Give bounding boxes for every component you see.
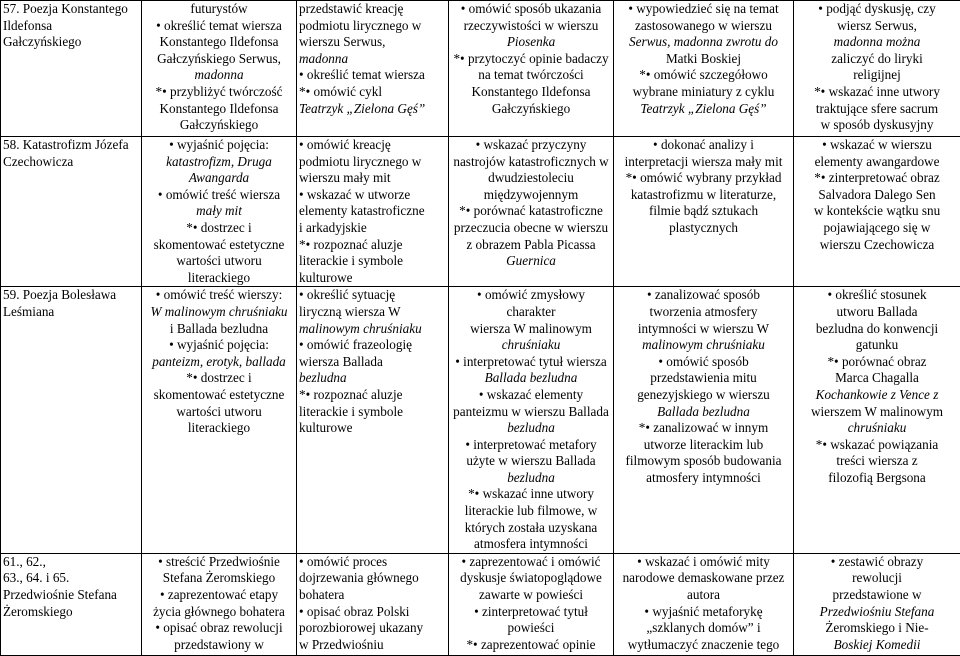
cell-line: filozofią Bergsona <box>796 470 958 487</box>
cell-line: *• wskazać inne utwory <box>451 486 611 503</box>
cell-line: zastosowanego w wierszu <box>616 18 791 35</box>
cell-line: katastrofizmu w literaturze, <box>616 187 791 204</box>
cell-line: przedstawienia mitu <box>616 370 791 387</box>
lesson-title-line: Leśmiana <box>3 304 139 321</box>
cell-line: atmosfera intymności <box>451 536 611 553</box>
cell-line: madonna <box>144 67 294 84</box>
cell-line: *• wskazać inne utwory <box>796 84 958 101</box>
cell-line: przedstawić kreację <box>299 1 446 18</box>
cell-line: wiersza W malinowym <box>451 321 611 338</box>
cell-line: • dokonać analizy i <box>616 137 791 154</box>
lesson-title-line: 57. Poezja Konstantego <box>3 1 139 18</box>
cell-line: madonna można <box>796 34 958 51</box>
cell-line: dyskusje światopoglądowe <box>451 570 611 587</box>
cell-line: • wskazać w wierszu <box>796 137 958 154</box>
cell-line: mały mit <box>144 203 294 220</box>
cell-line: madonna <box>299 51 446 68</box>
requirements-cell-standard <box>297 287 449 554</box>
lesson-title-line: Gałczyńskiego <box>3 34 139 51</box>
cell-line: interpretacji wiersza mały mit <box>616 154 791 171</box>
lesson-title-line: Żeromskiego <box>3 604 139 621</box>
requirements-cell-basic <box>142 553 297 655</box>
cell-line: literackie i symbole <box>299 253 446 270</box>
cell-line: utworze literackim lub <box>616 437 791 454</box>
cell-line: *• rozpoznać aluzje <box>299 237 446 254</box>
cell-line: kulturowe <box>299 270 446 287</box>
requirements-cell-extended <box>449 553 614 655</box>
cell-line: • wyjaśnić pojęcia: <box>144 137 294 154</box>
cell-line: wierszu Czechowicza <box>796 237 958 254</box>
cell-line: futurystów <box>144 1 294 18</box>
cell-line: • streścić Przedwiośnie <box>144 554 294 571</box>
cell-line: • omówić treść wierszy: <box>144 287 294 304</box>
cell-line: literackiego <box>144 270 294 287</box>
cell-line: pojawiającego się w <box>796 220 958 237</box>
cell-line: wartości utworu <box>144 404 294 421</box>
cell-line: • omówić proces <box>299 554 446 571</box>
cell-line: • zaprezentować i omówić <box>451 554 611 571</box>
cell-line: katastrofizm, Druga <box>144 154 294 171</box>
cell-line: dojrzewania głównego <box>299 570 446 587</box>
lesson-cell <box>1 287 142 554</box>
cell-line: skomentować estetyczne <box>144 237 294 254</box>
requirements-cell-standard <box>297 1 449 137</box>
cell-line: wierszu mały mit <box>299 170 446 187</box>
cell-line: • podjąć dyskusję, czy <box>796 1 958 18</box>
cell-line: filmowym sposób budowania <box>616 453 791 470</box>
requirements-cell-advanced <box>614 553 794 655</box>
lesson-title-line: Ildefonsa <box>3 18 139 35</box>
cell-line: Matki Boskiej <box>616 51 791 68</box>
cell-line: • omówić sposób <box>616 354 791 371</box>
cell-line: malinowym chruśniaku <box>299 321 446 338</box>
cell-line: • wskazać elementy <box>451 387 611 404</box>
cell-line: wiersz Serwus, <box>796 18 958 35</box>
cell-line: Marca Chagalla <box>796 370 958 387</box>
cell-line: traktujące sfere sacrum <box>796 101 958 118</box>
cell-line: Awangarda <box>144 170 294 187</box>
cell-line: przedstawiony w <box>144 637 294 654</box>
cell-line: *• zanalizować w innym <box>616 420 791 437</box>
cell-line: z obrazem Pabla Picassa <box>451 237 611 254</box>
cell-line: • określić stosunek <box>796 287 958 304</box>
cell-line: intymności w wierszu W <box>616 321 791 338</box>
cell-line: w Przedwiośniu <box>299 637 446 654</box>
cell-line: Konstantego Ildefonsa <box>451 84 611 101</box>
requirements-cell-excellent <box>794 553 960 655</box>
cell-line: w kontekście wątku snu <box>796 203 958 220</box>
cell-line: chruśniaku <box>451 337 611 354</box>
cell-line: bezludna <box>299 370 446 387</box>
cell-line: • określić temat wiersza <box>299 67 446 84</box>
requirements-cell-excellent <box>794 287 960 554</box>
cell-line: • określić temat wiersza <box>144 18 294 35</box>
cell-line: literackiego <box>144 420 294 437</box>
cell-line: atmosfery intymności <box>616 470 791 487</box>
cell-line: malinowym chruśniaku <box>616 337 791 354</box>
cell-line: bezludna <box>451 470 611 487</box>
cell-line: wybrane miniatury z cyklu <box>616 84 791 101</box>
table-row <box>1 1 960 137</box>
requirements-cell-extended <box>449 287 614 554</box>
cell-line: i Ballada bezludna <box>144 321 294 338</box>
cell-line: wierszu Serwus, <box>299 34 446 51</box>
cell-line: • opisać obraz rewolucji <box>144 620 294 637</box>
cell-line: Gałczyńskiego <box>451 101 611 118</box>
requirements-cell-advanced <box>614 1 794 137</box>
requirements-cell-advanced <box>614 287 794 554</box>
cell-line: • zaprezentować etapy <box>144 587 294 604</box>
cell-line: Salvadora Dalego Sen <box>796 187 958 204</box>
cell-line: • wskazać przyczyny <box>451 137 611 154</box>
cell-line: Kochankowie z Vence z <box>796 387 958 404</box>
cell-line: porozbiorowej ukazany <box>299 620 446 637</box>
cell-line: genezyjskiego w wierszu <box>616 387 791 404</box>
cell-line: przeczucia obecne w wierszu <box>451 220 611 237</box>
cell-line: Konstantego Ildefonsa <box>144 34 294 51</box>
cell-line: podmiotu lirycznego w <box>299 18 446 35</box>
cell-line: tworzenia atmosfery <box>616 304 791 321</box>
cell-line: filmie bądź sztukach <box>616 203 791 220</box>
cell-line: Stefana Żeromskiego <box>144 570 294 587</box>
lesson-cell <box>1 553 142 655</box>
cell-line: dwudziestoleciu <box>451 170 611 187</box>
lesson-title-line: Czechowicza <box>3 154 139 171</box>
cell-line: plastycznych <box>616 220 791 237</box>
lesson-title-line: 58. Katastrofizm Józefa <box>3 137 139 154</box>
cell-line: powieści <box>451 620 611 637</box>
cell-line: Przedwiośniu Stefana <box>796 604 958 621</box>
cell-line: *• porównać obraz <box>796 354 958 371</box>
cell-line: • omówić frazeologię <box>299 337 446 354</box>
cell-line: • wyjaśnić pojęcia: <box>144 337 294 354</box>
cell-line: rewolucji <box>796 570 958 587</box>
cell-line: międzywojennym <box>451 187 611 204</box>
cell-line: *• przybliżyć twórczość <box>144 84 294 101</box>
requirements-cell-advanced <box>614 137 794 287</box>
table-row <box>1 287 960 554</box>
cell-line: utworu Ballada <box>796 304 958 321</box>
cell-line: *• rozpoznać aluzje <box>299 387 446 404</box>
requirements-cell-basic <box>142 287 297 554</box>
cell-line: gatunku <box>796 337 958 354</box>
cell-line: Ballada bezludna <box>616 404 791 421</box>
cell-line: *• omówić wybrany przykład <box>616 170 791 187</box>
cell-line: literackie lub filmowe, w <box>451 503 611 520</box>
cell-line: w sposób dyskusyjny <box>796 117 958 134</box>
cell-line: Teatrzyk „Zielona Gęś” <box>616 101 791 118</box>
cell-line: • omówić treść wiersza <box>144 187 294 204</box>
cell-line: Guernica <box>451 253 611 270</box>
cell-line: skomentować estetyczne <box>144 387 294 404</box>
cell-line: • omówić sposób ukazania <box>451 1 611 18</box>
cell-line: Gałczyńskiego Serwus, <box>144 51 294 68</box>
requirements-cell-excellent <box>794 1 960 137</box>
cell-line: • zinterpretować tytuł <box>451 604 611 621</box>
cell-line: Konstantego Ildefonsa <box>144 101 294 118</box>
lesson-title-line: 59. Poezja Bolesława <box>3 287 139 304</box>
cell-line: których została uzyskana <box>451 520 611 537</box>
cell-line: rzeczywistości w wierszu <box>451 18 611 35</box>
cell-line: zawarte w powieści <box>451 587 611 604</box>
cell-line: • określić sytuację <box>299 287 446 304</box>
requirements-cell-basic <box>142 137 297 287</box>
cell-line: wartości utworu <box>144 253 294 270</box>
cell-line: liryczną wiersza W <box>299 304 446 321</box>
cell-line: użyte w wierszu Ballada <box>451 453 611 470</box>
cell-line: bezludna do konwencji <box>796 321 958 338</box>
cell-line: Piosenka <box>451 34 611 51</box>
cell-line: • opisać obraz Polski <box>299 604 446 621</box>
cell-line: • wyjaśnić metaforykę <box>616 604 791 621</box>
cell-line: przedstawione w <box>796 587 958 604</box>
cell-line: wytłumaczyć znaczenie tego <box>616 637 791 654</box>
cell-line: kulturowe <box>299 420 446 437</box>
lesson-title-line: 61., 62., <box>3 554 139 571</box>
cell-line: panteizm, erotyk, ballada <box>144 354 294 371</box>
cell-line: „szklanych domów” i <box>616 620 791 637</box>
cell-line: W malinowym chruśniaku <box>144 304 294 321</box>
lesson-title-line: 63., 64. i 65. <box>3 570 139 587</box>
cell-line: bohatera <box>299 587 446 604</box>
cell-line: *• omówić cykl <box>299 84 446 101</box>
cell-line: Teatrzyk „Zielona Gęś” <box>299 101 446 118</box>
cell-line: *• zinterpretować obraz <box>796 170 958 187</box>
cell-line: • zanalizować sposób <box>616 287 791 304</box>
cell-line: *• dostrzec i <box>144 370 294 387</box>
cell-line: • wskazać i omówić mity <box>616 554 791 571</box>
table-row <box>1 137 960 287</box>
cell-line: zaliczyć do liryki <box>796 51 958 68</box>
requirements-cell-standard <box>297 553 449 655</box>
cell-line: elementy katastroficzne <box>299 203 446 220</box>
cell-line: • interpretować metafory <box>451 437 611 454</box>
requirements-cell-standard <box>297 137 449 287</box>
cell-line: podmiotu lirycznego w <box>299 154 446 171</box>
cell-line: *• wskazać powiązania <box>796 437 958 454</box>
requirements-cell-excellent <box>794 137 960 287</box>
cell-line: chruśniaku <box>796 420 958 437</box>
cell-line: narodowe demaskowane przez <box>616 570 791 587</box>
cell-line: *• omówić szczegółowo <box>616 67 791 84</box>
cell-line: życia głównego bohatera <box>144 604 294 621</box>
cell-line: autora <box>616 587 791 604</box>
cell-line: bezludna <box>451 420 611 437</box>
cell-line: Gałczyńskiego <box>144 117 294 134</box>
cell-line: Ballada bezludna <box>451 370 611 387</box>
cell-line: nastrojów katastroficznych w <box>451 154 611 171</box>
cell-line: • omówić kreację <box>299 137 446 154</box>
cell-line: treści wiersza z <box>796 453 958 470</box>
requirements-cell-extended <box>449 137 614 287</box>
cell-line: na temat twórczości <box>451 67 611 84</box>
lesson-title-line: Przedwiośnie Stefana <box>3 587 139 604</box>
requirements-cell-extended <box>449 1 614 137</box>
cell-line: Żeromskiego i Nie- <box>796 620 958 637</box>
cell-line: • wypowiedzieć się na temat <box>616 1 791 18</box>
cell-line: • zestawić obrazy <box>796 554 958 571</box>
table-row <box>1 553 960 655</box>
requirements-cell-basic <box>142 1 297 137</box>
cell-line: panteizmu w wierszu Ballada <box>451 404 611 421</box>
cell-line: religijnej <box>796 67 958 84</box>
lesson-cell <box>1 137 142 287</box>
cell-line: wierszem W malinowym <box>796 404 958 421</box>
cell-line: literackie i symbole <box>299 404 446 421</box>
cell-line: • interpretować tytuł wiersza <box>451 354 611 371</box>
cell-line: *• przytoczyć opinie badaczy <box>451 51 611 68</box>
cell-line: wiersza Ballada <box>299 354 446 371</box>
cell-line: Boskiej Komedii <box>796 637 958 654</box>
cell-line: • omówić zmysłowy charakter <box>451 287 611 320</box>
cell-line: *• zaprezentować opinie <box>451 637 611 654</box>
cell-line: *• porównać katastroficzne <box>451 203 611 220</box>
cell-line: Serwus, madonna zwrotu do <box>616 34 791 51</box>
cell-line: *• dostrzec i <box>144 220 294 237</box>
cell-line: i arkadyjskie <box>299 220 446 237</box>
cell-line: elementy awangardowe <box>796 154 958 171</box>
cell-line: • wskazać w utworze <box>299 187 446 204</box>
lesson-cell <box>1 1 142 137</box>
